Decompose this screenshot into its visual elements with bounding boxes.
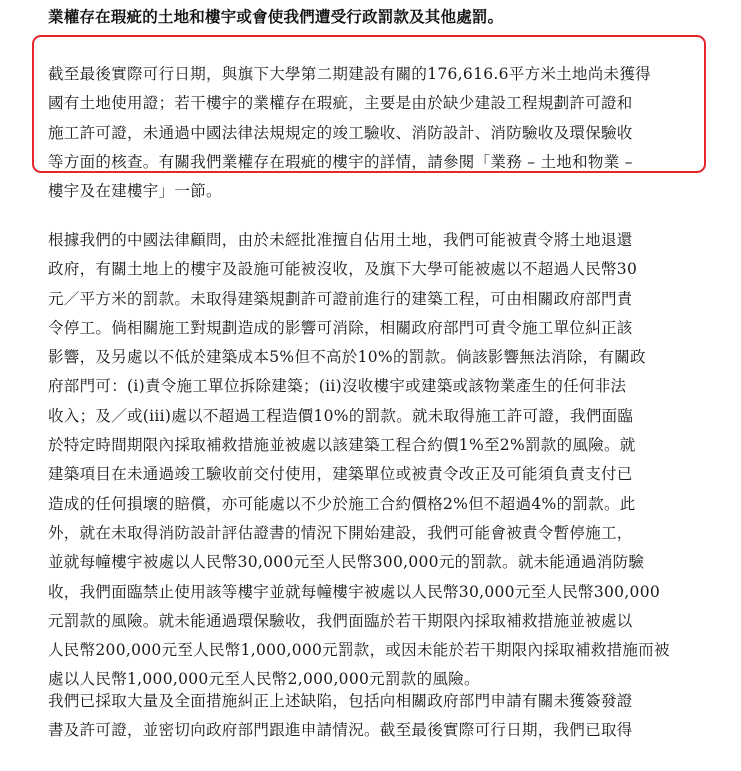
paragraph-line: 收，我們面臨禁止使用該等樓宇並就每幢樓宇被處以人民幣30,000元至人民幣300,000 bbox=[48, 582, 661, 601]
paragraph-line: 造成的任何損壞的賠償，亦可能處以不少於施工合約價格2%但不超過4%的罰款。此 bbox=[48, 494, 636, 513]
paragraph-line: 書及許可證，並密切向政府部門跟進申請情況。截至最後實際可行日期，我們已取得 bbox=[48, 721, 633, 740]
paragraph-line: 施工許可證，未通過中國法律法規規定的竣工驗收、消防設計、消防驗收及環保驗收 bbox=[48, 123, 633, 142]
paragraph-line: 政府，有關土地上的樓宇及設施可能被沒收，及旗下大學可能被處以不超過人民幣30 bbox=[48, 260, 638, 279]
paragraph-line: 收入；及／或(iii)處以不超過工程造價10%的罰款。就未取得施工許可證，我們面臨 bbox=[48, 406, 634, 425]
paragraph-line: 影響，及另處以不低於建築成本5%但不高於10%的罰款。倘該影響無法消除，有關政 bbox=[48, 348, 646, 367]
paragraph-line: 於特定時間期限內採取補救措施並被處以該建築工程合約價1%至2%罰款的風險。就 bbox=[48, 436, 636, 455]
section-heading: 業權存在瑕疵的土地和樓宇或會使我們遭受行政罰款及其他處罰。 bbox=[48, 8, 504, 26]
paragraph-line: 元罰款的風險。就未能通過環保驗收，我們面臨於若干期限內採取補救措施並被處以 bbox=[48, 611, 633, 630]
paragraph-line: 建築項目在未通過竣工驗收前交付使用，建築單位或被責令改正及可能須負責支付已 bbox=[48, 465, 633, 484]
paragraph-line: 並就每幢樓宇被處以人民幣30,000元至人民幣300,000元的罰款。就未能通過消防驗 bbox=[48, 553, 645, 572]
paragraph-remedial-measures bbox=[48, 687, 696, 746]
paragraph-line: 人民幣200,000元至人民幣1,000,000元罰款，或因未能於若干期限內採取補救措施而被 bbox=[48, 641, 670, 660]
paragraph-land-title-status bbox=[48, 60, 696, 206]
paragraph-line: 元／平方米的罰款。未取得建築規劃許可證前進行的建築工程，可由相關政府部門責 bbox=[48, 289, 633, 308]
paragraph-line: 外，就在未取得消防設計評估證書的情況下開始建設，我們可能會被責令暫停施工， bbox=[48, 523, 633, 542]
paragraph-line: 府部門可：(i)責令施工單位拆除建築；(ii)沒收樓宇或建築或該物業產生的任何非法 bbox=[48, 377, 627, 396]
paragraph-line: 截至最後實際可行日期，與旗下大學第二期建設有關的176,616.6平方米土地尚未獲得 bbox=[48, 65, 651, 83]
paragraph-line: 樓宇及在建樓宇」一節。 bbox=[48, 182, 222, 201]
paragraph-legal-penalties bbox=[48, 226, 696, 695]
paragraph-line: 我們已採取大量及全面措施糾正上述缺陷，包括向相關政府部門申請有關未獲簽發證 bbox=[48, 692, 633, 710]
paragraph-line: 處以人民幣1,000,000元至人民幣2,000,000元罰款的風險。 bbox=[48, 670, 480, 689]
paragraph-line: 等方面的核查。有關我們業權存在瑕疵的樓宇的詳情，請參閱「業務 – 土地和物業 – bbox=[48, 152, 633, 171]
paragraph-line: 令停工。倘相關施工對規劃造成的影響可消除，相關政府部門可責令施工單位糾正該 bbox=[48, 318, 633, 337]
paragraph-line: 國有土地使用證；若干樓宇的業權存在瑕疵，主要是由於缺少建設工程規劃許可證和 bbox=[48, 94, 633, 113]
paragraph-line: 根據我們的中國法律顧問，由於未經批准擅自佔用土地，我們可能被責令將土地退還 bbox=[48, 231, 633, 249]
